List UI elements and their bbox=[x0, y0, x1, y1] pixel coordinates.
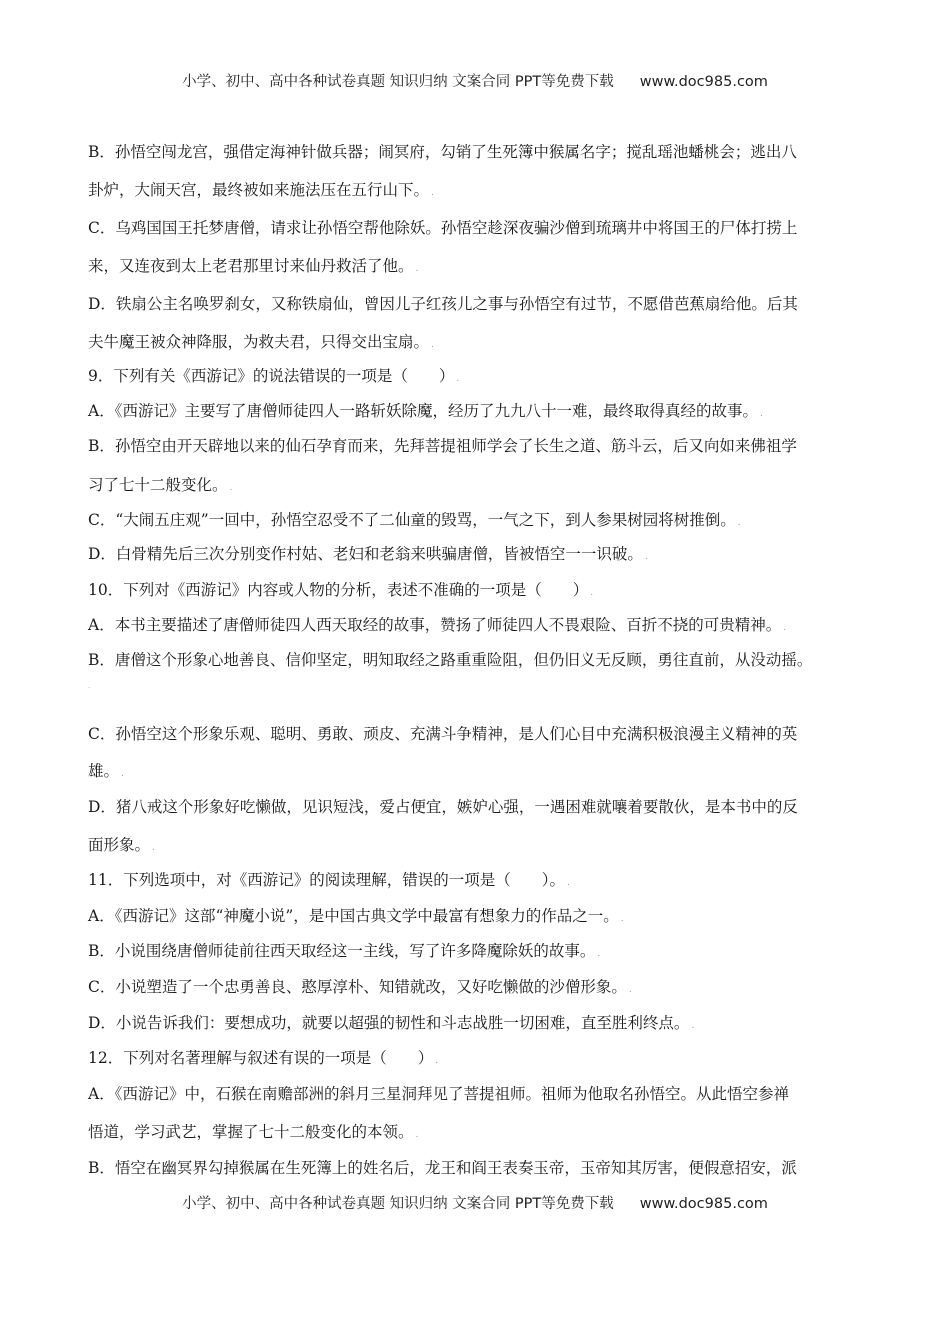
q9-option-b-line1: B．孙悟空由开天辟地以来的仙石孕育而来，先拜菩提祖师学会了长生之道、筋斗云，后又向如来佛祖学 bbox=[88, 437, 797, 455]
q10-option-b-mark: . bbox=[88, 682, 91, 690]
q8-option-d-line2: 夫牛魔王被众神降服，为救夫君，只得交出宝扇。 . bbox=[88, 333, 434, 351]
q10-stem: 10．下列对《西游记》内容或人物的分析，表述不准确的一项是（ ） . bbox=[88, 581, 594, 599]
q10-option-c-line2: 雄。 . bbox=[88, 762, 124, 780]
q8-option-c-line1: C．乌鸡国国王托梦唐僧，请求让孙悟空帮他除妖。孙悟空趁深夜骗沙僧到琉璃井中将国王的尸体打捞上 bbox=[88, 219, 798, 237]
q12-option-a-line2: 悟道，学习武艺，掌握了七十二般变化的本领。 . bbox=[88, 1123, 419, 1141]
q8-option-b-line1: B．孙悟空闯龙宫，强借定海神针做兵器；闹冥府，勾销了生死簿中猴属名字；搅乱瑶池蟠桃会；逃出八 bbox=[88, 143, 797, 161]
q11-option-a: A．《西游记》这部“神魔小说”，是中国古典文学中最富有想象力的作品之一。 . bbox=[88, 907, 624, 925]
q11-option-b: B．小说围绕唐僧师徒前往西天取经这一主线，写了许多降魔除妖的故事。 . bbox=[88, 942, 601, 960]
q8-option-b-line2: 卦炉，大闹天宫，最终被如来施法压在五行山下。 . bbox=[88, 181, 434, 199]
page-header bbox=[0, 70, 950, 91]
q11-option-d: D．小说告诉我们：要想成功，就要以超强的韧性和斗志战胜一切困难，直至胜利终点。 . bbox=[88, 1014, 695, 1032]
q9-stem: 9．下列有关《西游记》的说法错误的一项是（ ） . bbox=[88, 367, 460, 385]
q11-stem: 11．下列选项中，对《西游记》的阅读理解，错误的一项是（ ）。 . bbox=[88, 871, 570, 889]
q10-option-a: A．本书主要描述了唐僧师徒四人西天取经的故事，赞扬了师徒四人不畏艰险、百折不挠的可贵精神。 . bbox=[88, 616, 787, 634]
footer-site-link[interactable]: www.doc985.com bbox=[639, 1196, 768, 1212]
q10-option-c-line1: C．孙悟空这个形象乐观、聪明、勇敢、顽皮、充满斗争精神，是人们心目中充满积极浪漫主义精神的英 bbox=[88, 725, 798, 743]
q9-option-a: A．《西游记》主要写了唐僧师徒四人一路斩妖除魔，经历了九九八十一难，最终取得真经的故事。 . bbox=[88, 402, 763, 420]
q9-option-d: D．白骨精先后三次分别变作村姑、老妇和老翁来哄骗唐僧，皆被悟空一一识破。 . bbox=[88, 545, 648, 563]
q8-option-d-line1: D．铁扇公主名唤罗刹女，又称铁扇仙，曾因儿子红孩儿之事与孙悟空有过节，不愿借芭蕉扇给他。后其 bbox=[88, 295, 798, 313]
q11-option-c: C．小说塑造了一个忠勇善良、憨厚淳朴、知错就改，又好吃懒做的沙僧形象。 . bbox=[88, 978, 632, 996]
q12-option-b-line1: B．悟空在幽冥界勾掉猴属在生死簿上的姓名后，龙王和阎王表奏玉帝，玉帝知其厉害，便假意招安，派 bbox=[88, 1159, 797, 1177]
q10-option-b: B．唐僧这个形象心地善良、信仰坚定，明知取经之路重重险阻，但仍旧义无反顾，勇往直前，从没动摇。 bbox=[88, 651, 813, 669]
q12-option-a-line1: A．《西游记》中，石猴在南赡部洲的斜月三星洞拜见了菩提祖师。祖师为他取名孙悟空。从此悟空参禅 bbox=[88, 1085, 789, 1103]
q12-stem: 12．下列对名著理解与叙述有误的一项是（ ） . bbox=[88, 1049, 439, 1067]
q10-option-d-line2: 面形象。 . bbox=[88, 836, 155, 854]
header-promo: 小学、初中、高中各种试卷真题 知识归纳 文案合同 PPT等免费下载 bbox=[182, 74, 614, 90]
header-site-link[interactable]: www.doc985.com bbox=[639, 74, 768, 90]
q9-option-c: C．“大闹五庄观”一回中，孙悟空忍受不了二仙童的毁骂，一气之下，到人参果树园将树推倒。 . bbox=[88, 511, 741, 529]
q10-option-d-line1: D．猪八戒这个形象好吃懒做，见识短浅，爱占便宜，嫉妒心强，一遇困难就嚷着要散伙，是本书中的反 bbox=[88, 798, 798, 816]
page-footer bbox=[0, 1192, 950, 1213]
q8-option-c-line2: 来，又连夜到太上老君那里讨来仙丹救活了他。 . bbox=[88, 257, 419, 275]
footer-promo: 小学、初中、高中各种试卷真题 知识归纳 文案合同 PPT等免费下载 bbox=[182, 1196, 614, 1212]
q9-option-b-line2: 习了七十二般变化。 . bbox=[88, 476, 233, 494]
